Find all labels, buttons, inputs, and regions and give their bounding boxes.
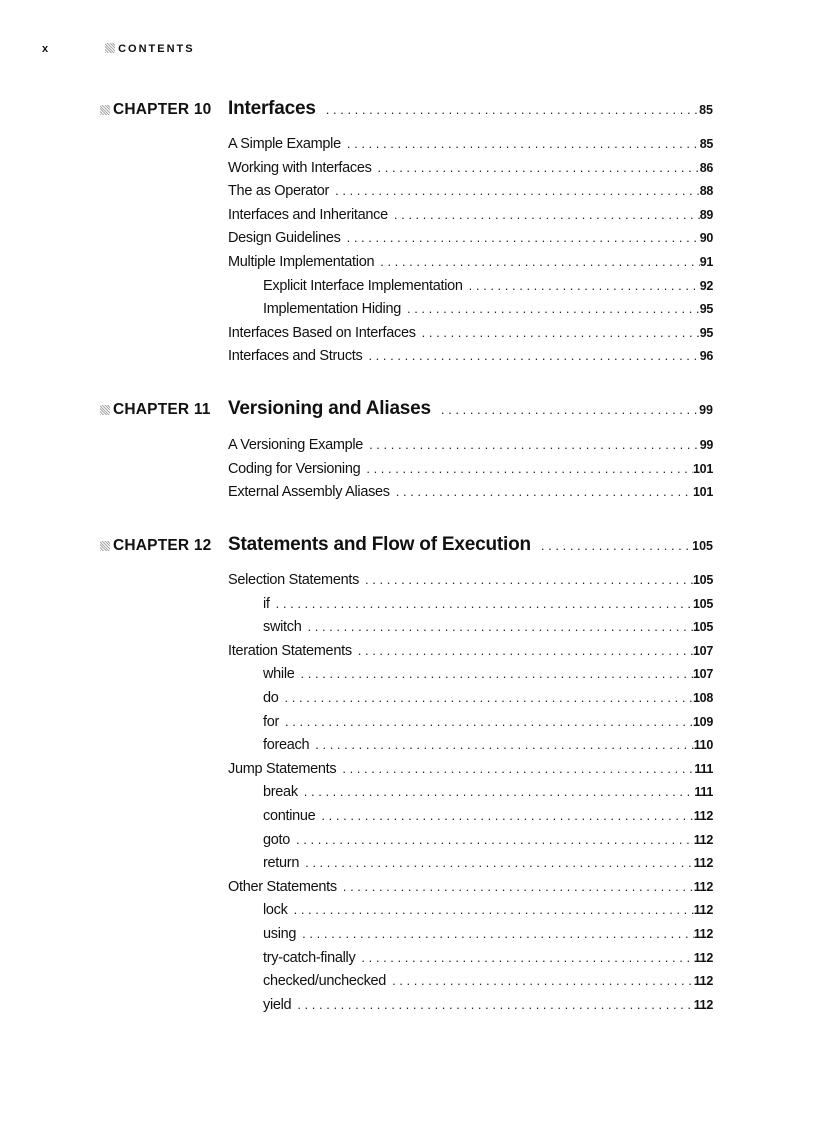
dot-leader [363,437,700,452]
toc-entry-page: 112 [693,903,713,918]
chapter-marker-icon [100,405,110,415]
toc-entry-page: 85 [699,137,713,151]
dot-leader [386,973,694,988]
toc-entry[interactable] [228,855,713,879]
toc-entry-title: Selection Statements [228,572,360,588]
toc-entry-title: break [263,784,298,801]
toc-entry-page: 90 [699,231,713,246]
toc-entry-title: while [263,666,295,683]
toc-entry-page: 105 [693,620,713,635]
dot-leader [279,690,694,705]
toc-entry[interactable] [228,643,713,667]
toc-entry-page: 112 [693,808,713,823]
toc-entry[interactable] [228,230,713,254]
chapter-label: CHAPTER 12 [113,537,212,554]
toc-entry-page: 108 [693,690,713,705]
toc-entry[interactable] [228,325,713,349]
toc-entry-title: using [263,925,297,942]
toc-entry-title: Explicit Interface Implementation [263,277,463,294]
toc-entry-page: 110 [693,738,713,753]
dot-leader [416,325,700,340]
dot-leader [390,484,693,499]
toc-entry[interactable] [228,160,713,184]
chapter-heading[interactable] [100,534,713,556]
dot-leader [290,832,694,847]
dot-leader [337,879,694,894]
toc-entry[interactable] [228,832,713,856]
toc-entry[interactable] [228,808,713,832]
dot-leader [270,596,693,611]
chapter-page: 85 [699,103,713,117]
dot-leader [463,278,700,293]
toc-entry[interactable] [228,761,713,785]
toc-entry-title: yield [263,996,292,1013]
toc-entry[interactable] [228,619,713,643]
dot-leader [336,761,694,776]
toc-entry-title: Iteration Statements [228,642,352,659]
dot-leader [329,183,700,198]
toc-entry-title: Jump Statements [228,760,337,777]
dot-leader [374,254,699,269]
toc-entry-title: lock [263,902,288,919]
toc-entry-title: The as Operator [228,183,330,200]
dot-leader [302,619,694,634]
toc-entry-page: 95 [699,302,713,317]
toc-entry-title: if [263,595,270,612]
toc-entry[interactable] [228,714,713,738]
chapter-heading[interactable] [100,98,713,120]
toc-entry[interactable] [228,950,713,974]
toc-entry-title: foreach [263,737,310,754]
toc-entry-title: Multiple Implementation [228,253,375,270]
toc-entry[interactable] [228,690,713,714]
toc-entry-page: 92 [699,278,713,293]
dot-leader [341,136,700,151]
toc-entry-page: 112 [693,974,713,989]
toc-entry[interactable] [228,997,713,1021]
toc-entry-page: 112 [693,856,713,871]
toc-entry-page: 91 [699,254,713,269]
toc-entry-title: Design Guidelines [228,230,341,247]
dot-leader [372,160,700,175]
dot-leader [298,784,695,799]
toc-entry-page: 107 [693,643,713,658]
toc-entry[interactable] [228,737,713,761]
toc-entry-page: 112 [693,950,713,965]
toc-entry-title: Other Statements [228,878,337,895]
toc-entry-title: Working with Interfaces [228,159,372,176]
chapter-title: Interfaces [228,98,316,119]
toc-entry-title: Interfaces and Inheritance [228,206,388,223]
dot-leader [309,737,693,752]
dot-leader [291,997,693,1012]
toc-entry-page: 111 [694,785,713,800]
toc-entry-title: checked/unchecked [263,973,387,990]
dot-leader [295,666,693,681]
toc-entry[interactable] [228,461,713,485]
toc-entry-title: A Simple Example [228,136,341,152]
dot-leader [296,926,694,941]
toc-entry[interactable] [228,254,713,278]
chapter-heading[interactable] [100,398,713,420]
toc-entry-page: 112 [693,879,713,894]
toc-entry-title: Interfaces and Structs [228,348,363,365]
toc-entry-page: 96 [699,349,713,364]
toc-entry-title: return [263,855,300,872]
chapter-label: CHAPTER 11 [113,401,211,418]
chapter-marker-icon [100,541,110,551]
dot-leader [352,643,693,658]
toc-entry[interactable] [228,207,713,231]
toc-entry-title: switch [263,619,302,636]
dot-leader [362,348,699,363]
toc-entry[interactable] [228,183,713,207]
toc-entry-title: Interfaces Based on Interfaces [228,324,416,341]
toc-entry-page: 88 [699,184,713,199]
dot-leader [299,855,694,870]
dot-leader [359,572,693,587]
toc-entries [228,136,713,372]
toc-entry[interactable] [228,973,713,997]
dot-leader [401,301,700,316]
toc-entry-page: 86 [699,160,713,175]
dot-leader [360,461,693,476]
toc-entry-title: for [263,713,280,730]
dot-leader [315,808,693,823]
toc-entry-page: 101 [693,485,713,500]
dot-leader [316,102,699,117]
toc-entry[interactable] [228,784,713,808]
toc-entry-page: 101 [693,461,713,476]
chapter-page: 105 [692,539,713,553]
toc-entry-page: 95 [699,325,713,340]
toc-entry-page: 99 [699,438,713,452]
toc-entry-title: continue [263,807,316,824]
toc-entry-title: do [263,689,279,706]
running-head-label: CONTENTS [118,43,195,55]
toc-entry-page: 112 [693,832,713,847]
toc-entry[interactable] [228,301,713,325]
toc-entry[interactable] [228,437,713,461]
dot-leader [288,902,694,917]
toc-entry-page: 112 [693,997,713,1012]
chapter-title: Versioning and Aliases [228,398,431,419]
chapter-title: Statements and Flow of Execution [228,534,531,555]
toc-entry-page: 112 [693,926,713,941]
toc-entry-title: A Versioning Example [228,437,364,453]
dot-leader [431,402,699,417]
toc-entry-page: 105 [693,573,713,587]
dot-leader [279,714,693,729]
toc-entry-page: 109 [693,714,713,729]
dot-leader [388,207,700,222]
toc-entry-page: 89 [699,207,713,222]
dot-leader [341,230,700,245]
toc-entry[interactable] [228,348,713,372]
dot-leader [531,538,692,553]
toc-entry-title: try-catch-finally [263,949,356,966]
toc-entries [228,572,713,1020]
toc-entry[interactable] [228,596,713,620]
toc-entry-page: 105 [693,596,713,611]
toc-entries [228,437,713,508]
toc-entry-title: goto [263,831,291,848]
toc-entry[interactable] [228,902,713,926]
toc-entry[interactable] [228,926,713,950]
dot-leader [355,950,693,965]
toc-entry-page: 107 [693,667,713,682]
section-marker-icon [105,43,115,53]
toc-entry[interactable] [228,666,713,690]
toc-entry[interactable] [228,278,713,302]
toc-entry-title: Implementation Hiding [263,301,401,318]
toc-entry-title: External Assembly Aliases [228,484,390,501]
toc-entry[interactable] [228,879,713,903]
toc-entry[interactable] [228,484,713,508]
toc-entry[interactable] [228,136,713,160]
page-number: x [42,43,49,55]
toc-entry[interactable] [228,572,713,596]
chapter-marker-icon [100,105,110,115]
toc-entry-title: Coding for Versioning [228,460,361,477]
toc-entry-page: 111 [694,761,713,776]
running-head [42,43,195,55]
chapter-label: CHAPTER 10 [113,101,212,118]
chapter-page: 99 [699,403,713,417]
